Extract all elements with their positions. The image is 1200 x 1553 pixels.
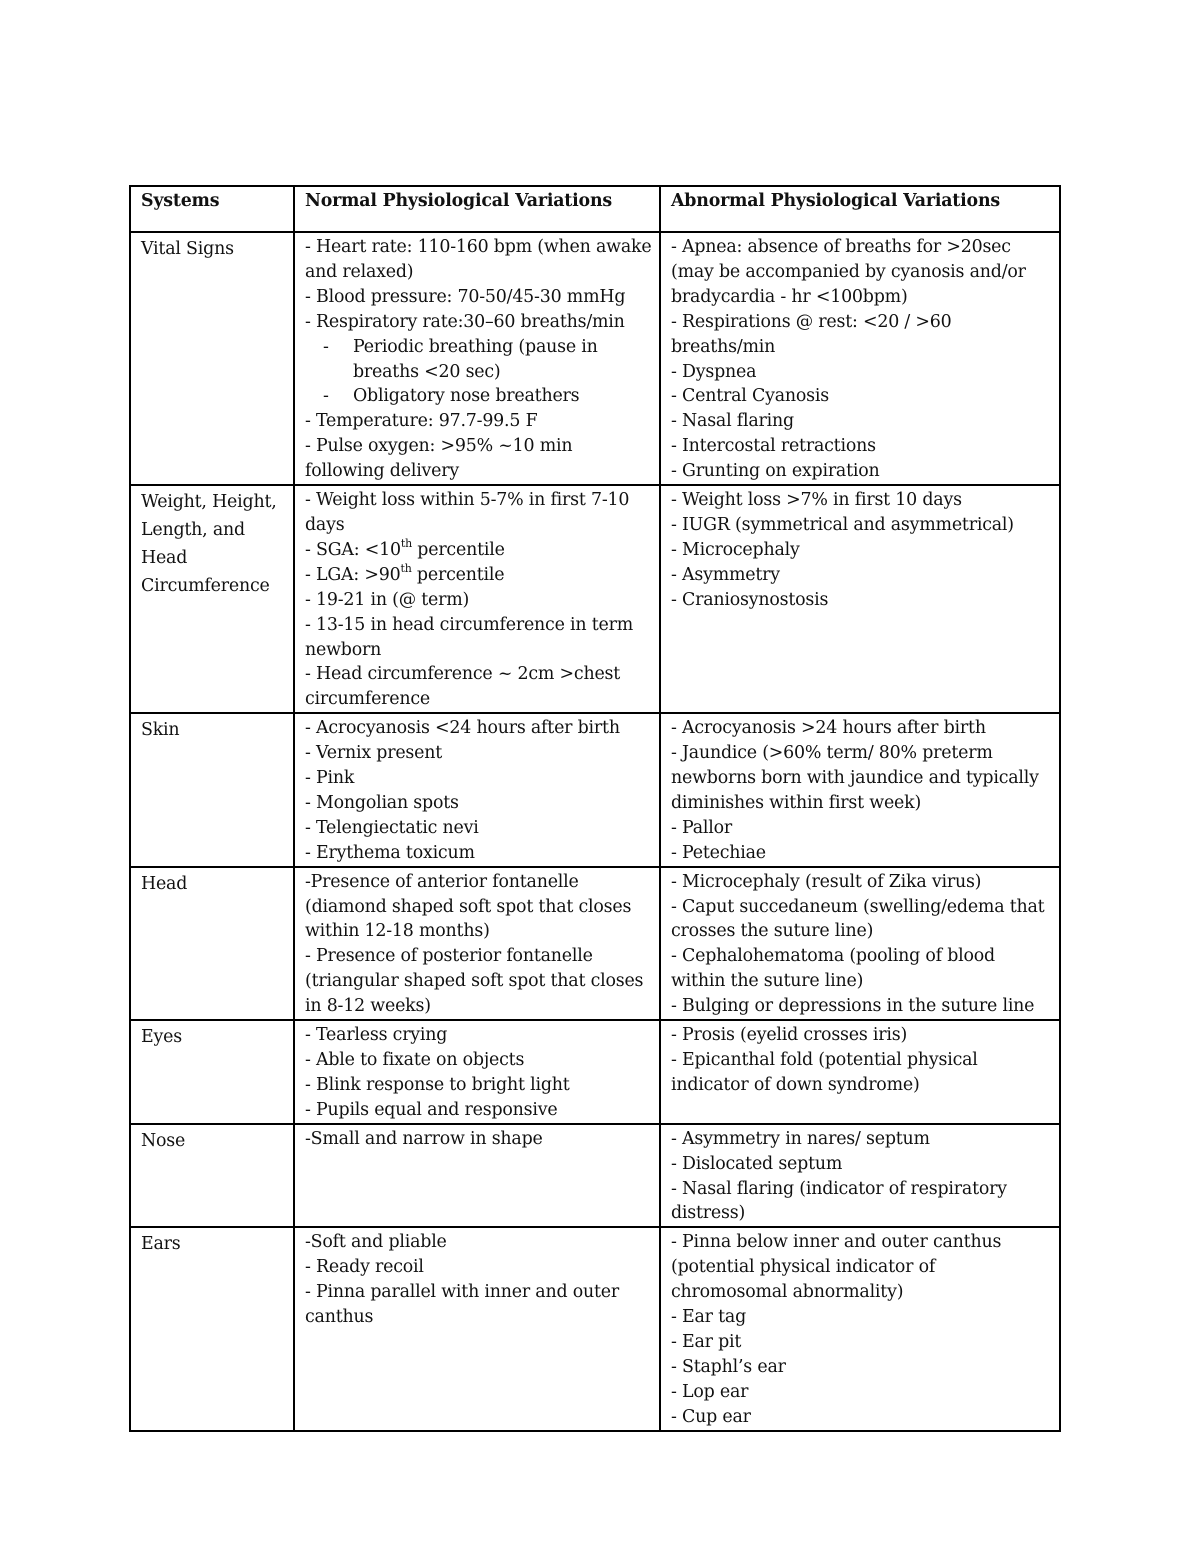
abnormal-item: - Asymmetry in nares/ septum (671, 1128, 930, 1149)
abnormal-cell (660, 1020, 1060, 1124)
abnormal-item: - Petechiae (671, 842, 766, 863)
table-row (130, 1124, 1060, 1228)
normal-item: - Blink response to bright light (305, 1074, 570, 1095)
system-cell (130, 1227, 294, 1430)
abnormal-item: - Pallor (671, 817, 732, 838)
abnormal-cell (660, 232, 1060, 485)
normal-item: - Able to fixate on objects (305, 1050, 525, 1070)
table-row (130, 485, 1060, 713)
superscript: th (400, 561, 412, 575)
abnormal-item: - Nasal flaring (671, 411, 794, 432)
table-row (130, 1020, 1060, 1124)
header-systems: Systems (130, 186, 294, 232)
abnormal-item: - Acrocyanosis >24 hours after birth (671, 718, 986, 739)
normal-item: - 13-15 in head circumference in term newborn (305, 614, 633, 660)
normal-cell (294, 485, 660, 713)
normal-cell (294, 713, 660, 866)
abnormal-item: - Staphl’s ear (671, 1356, 786, 1377)
system-label: Vital Signs (141, 239, 234, 259)
system-label: Ears (141, 1234, 181, 1255)
abnormal-cell (660, 1227, 1060, 1430)
normal-item: - Tearless crying (305, 1025, 448, 1046)
abnormal-item: - Central Cyanosis (671, 386, 829, 407)
abnormal-item: - Nasal flaring (indicator of respiratory distress) (671, 1178, 1007, 1224)
system-cell (130, 232, 294, 485)
system-label: Weight, Height, Length, and Head Circumference (141, 492, 277, 597)
normal-item: - Ready recoil (305, 1257, 424, 1278)
normal-item: -Soft and pliable (305, 1232, 447, 1253)
abnormal-item: - Craniosynostosis (671, 589, 829, 610)
abnormal-item: - Bulging or depressions in the suture line (671, 996, 1035, 1017)
item-text: percentile (411, 564, 505, 585)
table-header-row (130, 186, 1060, 232)
normal-cell (294, 1020, 660, 1124)
table-row (130, 713, 1060, 866)
abnormal-item: - Epicanthal fold (potential physical indicator of down syndrome) (671, 1050, 978, 1095)
item-text: - SGA: <10 (305, 539, 401, 560)
abnormal-item: - Microcephaly (result of Zika virus) (671, 871, 982, 892)
abnormal-cell (660, 867, 1060, 1020)
system-label: Nose (141, 1130, 186, 1151)
normal-item: - Pink (305, 768, 355, 789)
normal-cell (294, 1124, 660, 1228)
normal-cell (294, 232, 660, 485)
abnormal-item: - Intercostal retractions (671, 436, 876, 457)
table-row (130, 232, 1060, 485)
item-text: percentile (411, 539, 505, 560)
abnormal-item: - Pinna below inner and outer canthus (potential physical indicator of chromosomal abnormality) (671, 1232, 1002, 1303)
system-label: Head (141, 873, 188, 894)
normal-item (305, 563, 653, 588)
superscript: th (400, 537, 412, 551)
system-cell (130, 1020, 294, 1124)
abnormal-item: - Ear tag (671, 1307, 746, 1328)
normal-item: - Respiratory rate:30–60 breaths/min (305, 311, 625, 332)
normal-item: - Vernix present (305, 743, 443, 764)
normal-item: - Periodic breathing (pause in breaths <20 sec) (305, 335, 653, 385)
abnormal-item: - Cephalohematoma (pooling of blood within the suture line) (671, 946, 995, 992)
abnormal-cell (660, 1124, 1060, 1228)
abnormal-item: - Ear pit (671, 1331, 742, 1352)
abnormal-item: - Apnea: absence of breaths for >20sec (may be accompanied by cyanosis and/or bradycardia - hr <100bpm) (671, 237, 1026, 307)
header-abnormal: Abnormal Physiological Variations (660, 186, 1060, 232)
normal-item: - Temperature: 97.7-99.5 F (305, 411, 538, 432)
abnormal-item: - Microcephaly (671, 539, 800, 560)
normal-item: - Pupils equal and responsive (305, 1099, 558, 1120)
abnormal-item: - Respirations @ rest: <20 / >60 breaths/min (671, 311, 952, 357)
header-normal: Normal Physiological Variations (294, 186, 660, 232)
normal-item: - Blood pressure: 70-50/45-30 mmHg (305, 286, 626, 307)
normal-item: - Presence of posterior fontanelle (triangular shaped soft spot that closes in 8-12 weeks) (305, 946, 644, 1017)
normal-item: - Acrocyanosis <24 hours after birth (305, 718, 620, 739)
table-row (130, 867, 1060, 1020)
normal-item: - Pinna parallel with inner and outer canthus (305, 1282, 620, 1328)
abnormal-item: - Caput succedaneum (swelling/edema that crosses the suture line) (671, 896, 1045, 942)
normal-item: -Presence of anterior fontanelle (diamond shaped soft spot that closes within 12-18 months) (305, 871, 632, 942)
abnormal-item: - Dyspnea (671, 361, 757, 382)
variations-table (129, 185, 1061, 1432)
system-label: Eyes (141, 1027, 182, 1048)
system-label: Skin (141, 720, 180, 741)
abnormal-item: - Jaundice (>60% term/ 80% preterm newborns born with jaundice and typically diminishes within first week) (671, 743, 1039, 813)
abnormal-item: - Cup ear (671, 1406, 751, 1427)
normal-item: - Telengiectatic nevi (305, 817, 479, 838)
normal-item: - Weight loss within 5-7% in first 7-10 days (305, 490, 630, 535)
normal-item: - Mongolian spots (305, 792, 459, 813)
system-cell (130, 713, 294, 866)
normal-item: - Head circumference ~ 2cm >chest circumference (305, 664, 621, 710)
normal-item: - 19-21 in (@ term) (305, 589, 470, 610)
normal-item: - Heart rate: 110-160 bpm (when awake and relaxed) (305, 237, 652, 282)
normal-cell (294, 867, 660, 1020)
normal-cell (294, 1227, 660, 1430)
abnormal-item: - Prosis (eyelid crosses iris) (671, 1025, 908, 1046)
abnormal-cell (660, 713, 1060, 866)
abnormal-item: - IUGR (symmetrical and asymmetrical) (671, 514, 1014, 535)
system-cell (130, 485, 294, 713)
abnormal-item: - Weight loss >7% in first 10 days (671, 490, 962, 511)
item-text: - LGA: >90 (305, 564, 401, 585)
normal-item: - Erythema toxicum (305, 842, 475, 863)
abnormal-item: - Dislocated septum (671, 1153, 843, 1174)
system-cell (130, 867, 294, 1020)
table-row (130, 1227, 1060, 1430)
normal-item: -Small and narrow in shape (305, 1128, 543, 1149)
normal-item: - Obligatory nose breathers (305, 384, 653, 409)
abnormal-item: - Lop ear (671, 1381, 749, 1402)
abnormal-item: - Asymmetry (671, 564, 780, 585)
normal-item: - Pulse oxygen: >95% ~10 min following delivery (305, 436, 573, 482)
normal-item (305, 538, 653, 563)
system-cell (130, 1124, 294, 1228)
abnormal-cell (660, 485, 1060, 713)
abnormal-item: - Grunting on expiration (671, 461, 880, 482)
